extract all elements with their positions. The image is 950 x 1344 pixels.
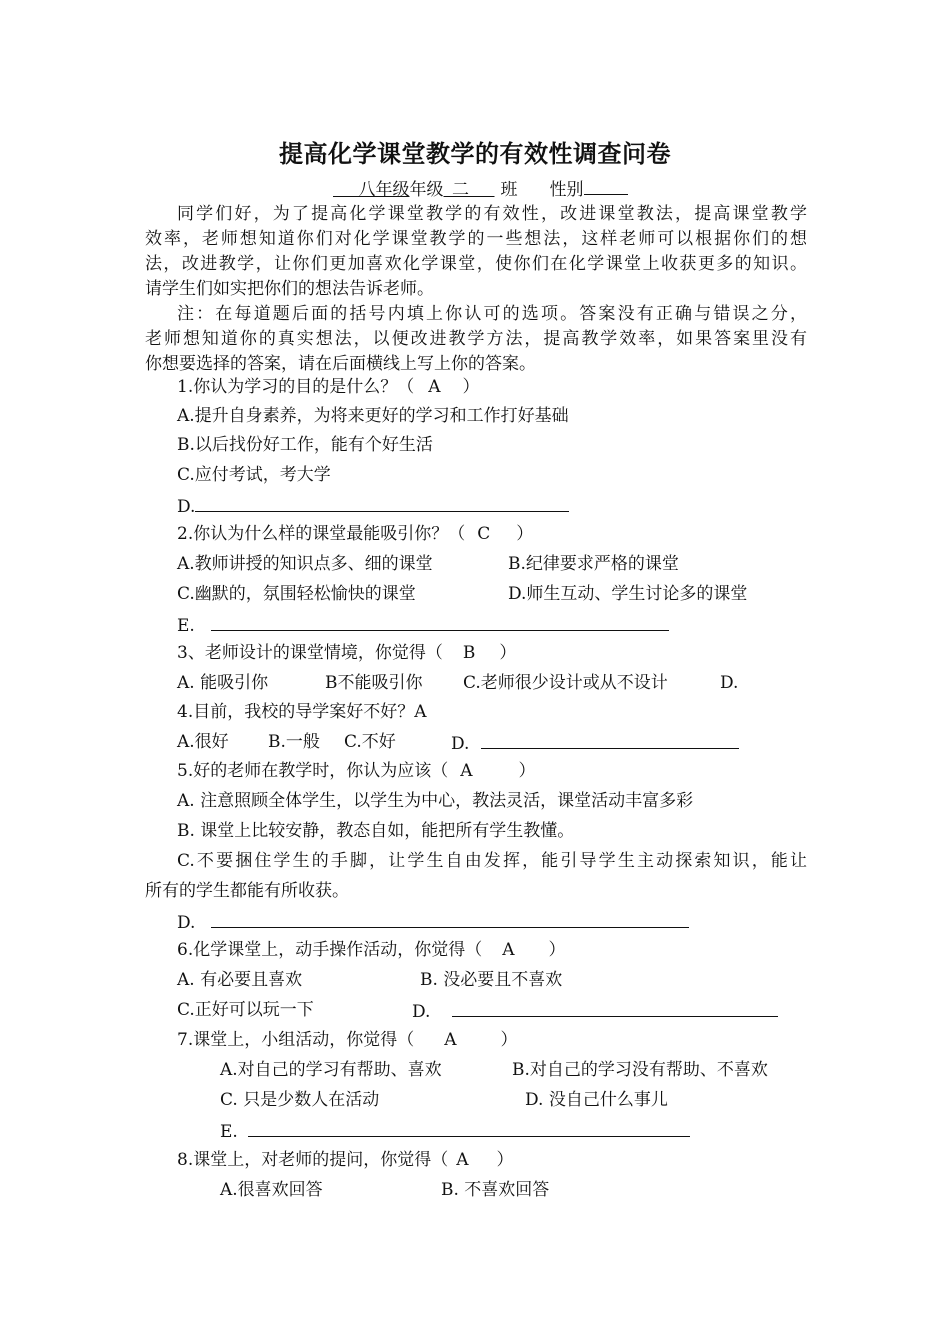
option-c: C.不好: [344, 732, 396, 752]
answer-blank[interactable]: [211, 614, 669, 631]
option-a: A.对自己的学习有帮助、喜欢: [220, 1060, 442, 1080]
option-d: D.: [177, 911, 689, 933]
option-a: A.很喜欢回答: [220, 1180, 323, 1200]
option-d: D.: [177, 495, 569, 517]
option-b: B.以后找份好工作，能有个好生活: [177, 435, 433, 455]
option-a: A. 能吸引你: [177, 673, 269, 693]
gender-field[interactable]: [584, 178, 628, 195]
intro-line: 法，改进教学，让你们更加喜欢化学课堂，使你们在化学课堂上收获更多的知识。: [145, 254, 807, 274]
answer-blank[interactable]: [211, 911, 689, 928]
question-8: 8.课堂上，对老师的提问，你觉得（ A ）: [177, 1150, 514, 1170]
grade-label: 年级: [409, 180, 444, 200]
question-5: 5.好的老师在教学时，你认为应该（ A ）: [177, 761, 536, 781]
option-c-continued: 所有的学生都能有所收获。: [145, 881, 349, 901]
option-a: A. 注意照顾全体学生，以学生为中心，教法灵活，课堂活动丰富多彩: [177, 791, 694, 811]
option-b: B.一般: [268, 732, 320, 752]
option-c: C.幽默的，氛围轻松愉快的课堂: [177, 584, 416, 604]
answer-value[interactable]: A: [428, 377, 441, 397]
option-b: B. 没必要且不喜欢: [420, 970, 563, 990]
option-d: D.: [720, 673, 739, 693]
option-c: C.应付考试，考大学: [177, 465, 331, 485]
option-b: B不能吸引你: [325, 673, 423, 693]
answer-value[interactable]: A: [444, 1030, 457, 1050]
answer-blank[interactable]: [452, 1000, 778, 1017]
option-b: B.对自己的学习没有帮助、不喜欢: [512, 1060, 768, 1080]
option-d: D.师生互动、学生讨论多的课堂: [508, 584, 748, 604]
grade-field[interactable]: 八年级: [358, 180, 410, 200]
question-4: 4.目前，我校的导学案好不好？A: [177, 702, 427, 722]
question-2: 2.你认为什么样的课堂最能吸引你？（ C ）: [177, 524, 534, 544]
answer-value[interactable]: C: [477, 524, 491, 544]
option-b: B. 不喜欢回答: [441, 1180, 550, 1200]
page-title: 提高化学课堂教学的有效性调查问卷: [279, 139, 671, 168]
option-c: C.老师很少设计或从不设计: [463, 673, 668, 693]
answer-value[interactable]: B: [462, 643, 476, 663]
note-line: 你想要选择的答案，请在后面横线上写上你的答案。: [145, 354, 536, 374]
question-1: 1.你认为学习的目的是什么？（ A ）: [177, 377, 480, 397]
question-6: 6.化学课堂上，动手操作活动，你觉得（ A ）: [177, 940, 566, 960]
option-a: A.很好: [177, 732, 229, 752]
answer-blank[interactable]: [195, 495, 569, 512]
intro-line: 请学生们如实把你们的想法告诉老师。: [145, 279, 434, 299]
note-line: 老师想知道你的真实想法，以便改进教学方法，提高教学效率，如果答案里没有: [145, 329, 807, 349]
answer-value[interactable]: A: [456, 1150, 469, 1170]
answer-value[interactable]: A: [460, 761, 473, 781]
option-c: C.不要捆住学生的手脚，让学生自由发挥，能引导学生主动探索知识，能让: [177, 851, 807, 871]
option-c: C. 只是少数人在活动: [220, 1090, 380, 1110]
option-a: A.提升自身素养，为将来更好的学习和工作打好基础: [177, 406, 569, 426]
option-c: C.正好可以玩一下: [177, 1000, 314, 1020]
gender-label: 性别: [549, 180, 584, 200]
intro-line: 同学们好，为了提高化学课堂教学的有效性，改进课堂教法，提高课堂教学: [177, 204, 807, 224]
option-e: E.: [220, 1120, 690, 1142]
student-info-line: [333, 178, 628, 200]
option-d: D. 没自己什么事儿: [525, 1090, 668, 1110]
option-a: A.教师讲授的知识点多、细的课堂: [177, 554, 433, 574]
note-line: 注：在每道题后面的括号内填上你认可的选项。答案没有正确与错误之分，: [177, 304, 807, 324]
intro-line: 效率，老师想知道你们对化学课堂教学的一些想法，这样老师可以根据你们的想: [145, 229, 807, 249]
option-d: D.: [451, 732, 739, 754]
class-label: 班: [500, 180, 518, 200]
answer-blank[interactable]: [481, 732, 739, 749]
question-3: 3、老师设计的课堂情境，你觉得（ B ）: [177, 643, 517, 663]
answer-value[interactable]: A: [502, 940, 515, 960]
option-b: B.纪律要求严格的课堂: [508, 554, 679, 574]
option-a: A. 有必要且喜欢: [177, 970, 303, 990]
class-field[interactable]: 二: [452, 180, 469, 200]
option-e: E.: [177, 614, 669, 636]
answer-blank[interactable]: [248, 1120, 690, 1137]
question-7: 7.课堂上，小组活动，你觉得（ A ）: [177, 1030, 518, 1050]
option-b: B. 课堂上比较安静，教态自如，能把所有学生教懂。: [177, 821, 575, 841]
option-d: D.: [412, 1000, 778, 1022]
